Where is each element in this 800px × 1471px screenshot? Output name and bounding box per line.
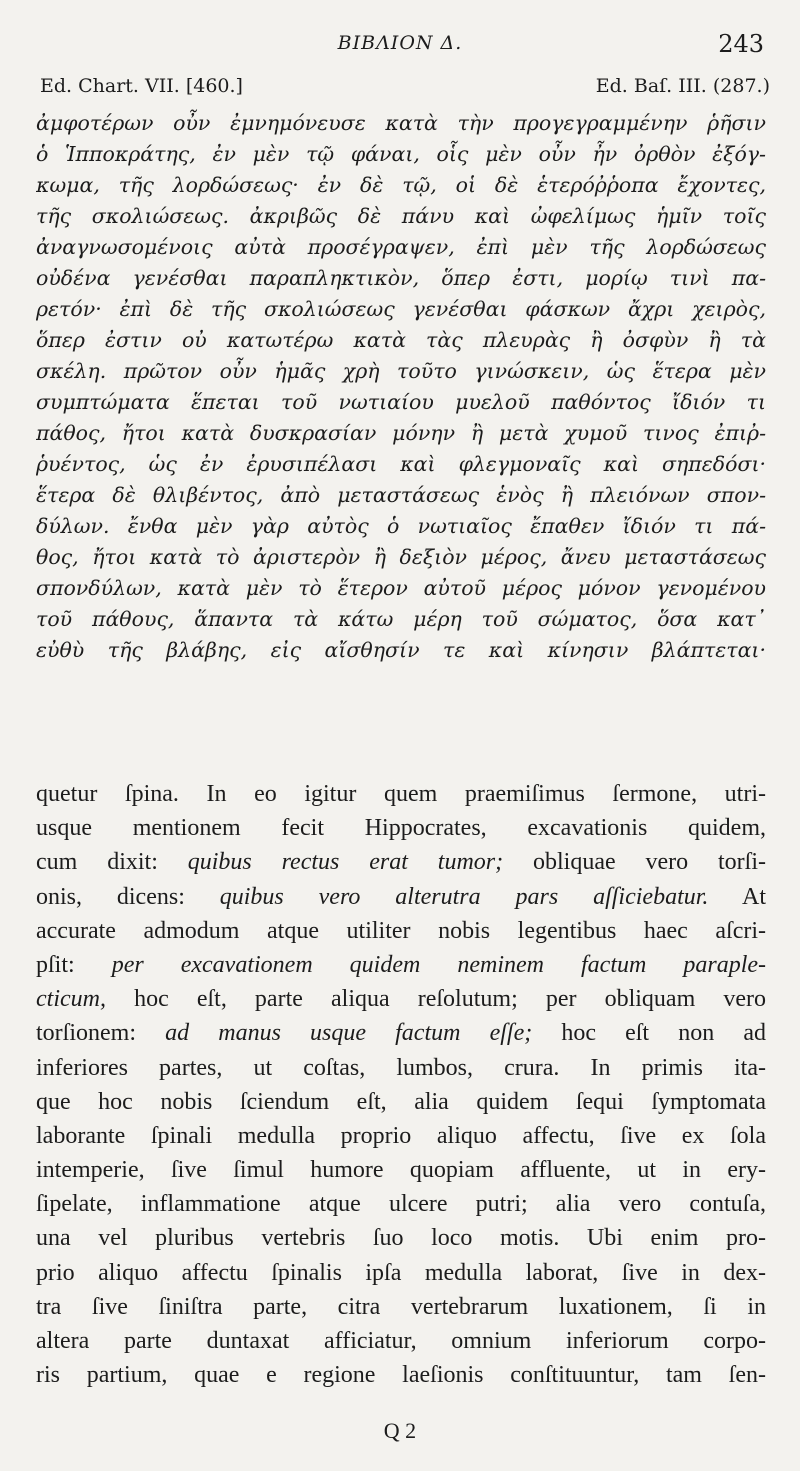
latin-text-line [36, 1187, 766, 1221]
greek-text-line: ὅπερ ἐστιν οὐ κατωτέρω κατὰ τὰς πλευρὰς ἢ ὀσφὺν ἢ τὰ [36, 328, 766, 352]
latin-text-segment: obliquae vero torſi- [503, 849, 766, 876]
greek-text-line: ὁ Ἱπποκράτης, ἐν μὲν τῷ φάναι, οἷς μὲν οὖν ἦν ὀρθὸν ἐξόγ- [36, 142, 766, 166]
greek-text-line: σκέλη. πρῶτον οὖν ἡμᾶς χρὴ τοῦτο γινώσκειν, ὡς ἕτερα μὲν [36, 359, 766, 383]
edition-references [40, 75, 770, 103]
latin-text-line [36, 1153, 766, 1187]
latin-text-line [36, 777, 766, 811]
latin-text-segment: onis, dicens: [36, 883, 220, 910]
latin-text-segment: torſionem: [36, 1020, 166, 1047]
latin-text-segment: pſit: [36, 951, 112, 978]
greek-text-line: οὐδένα γενέσθαι παραπληκτικὸν, ὅπερ ἐστι, μορίῳ τινὶ πα- [36, 266, 766, 290]
latin-text-segment: quetur ſpina. In eo igitur quem praemiſimus ſermone, utri- [36, 781, 766, 807]
latin-text-segment: que hoc nobis ſciendum eſt, alia quidem ſequi ſymptomata [36, 1088, 766, 1115]
latin-text-line [36, 1016, 766, 1050]
latin-text-line [36, 1085, 766, 1119]
greek-text-line: τοῦ πάθους, ἅπαντα τὰ κάτω μέρη τοῦ σώματος, ὅσα κατ᾽ [36, 607, 766, 631]
latin-text-line [36, 982, 766, 1016]
page-number: 243 [718, 30, 764, 58]
book-title: ΒΙΒΛΙΟΝ Δ. [337, 32, 463, 54]
latin-text-segment: una vel pluribus vertebris ſuo loco motis. Ubi enim pro- [36, 1225, 766, 1252]
latin-italic-quote: quibus rectus erat tumor; [187, 849, 504, 876]
greek-text-line: συμπτώματα ἕπεται τοῦ νωτιαίου μυελοῦ παθόντος ἴδιόν τι [36, 390, 766, 414]
latin-italic-quote: quibus vero alterutra pars aſſiciebatur. [219, 883, 709, 910]
greek-text-line: ῥυέντος, ὡς ἐν ἐρυσιπέλασι καὶ φλεγμοναῖς καὶ σηπεδόσι· [36, 452, 766, 476]
signature-mark: Q 2 [383, 1418, 417, 1443]
latin-text-segment: prio aliquo affectu ſpinalis ipſa medulla laborat, ſive in dex- [36, 1259, 766, 1286]
edition-basel-reference: Ed. Baſ. III. (287.) [595, 75, 770, 97]
latin-text-segment: At [708, 883, 766, 910]
latin-text-segment: ſipelate, inflammatione atque ulcere putri; alia vero contuſa, [36, 1191, 766, 1218]
greek-text-line: σπονδύλων, κατὰ μὲν τὸ ἕτερον αὐτοῦ μέρος μόνον γενομένου [36, 576, 766, 600]
latin-text-line [36, 914, 766, 948]
latin-italic-quote: ad manus usque factum eſſe; [165, 1020, 533, 1047]
greek-text-line: δύλων. ἔνθα μὲν γὰρ αὐτὸς ὁ νωτιαῖος ἔπαθεν ἴδιόν τι πά- [36, 514, 766, 538]
greek-text-line: κωμα, τῆς λορδώσεως· ἐν δὲ τῷ, οἱ δὲ ἑτερόῤῥοπα ἔχοντες, [36, 173, 766, 197]
latin-text-segment: hoc eſt, parte aliqua reſolutum; per obliquam vero [105, 986, 766, 1013]
latin-text-line [36, 1290, 766, 1324]
latin-text-line [36, 845, 766, 879]
latin-text-segment: inferiores partes, ut coſtas, lumbos, crura. In primis ita- [36, 1054, 766, 1081]
latin-text-segment: ris partium, quae e regione laeſionis conſtituuntur, tam ſen- [36, 1362, 766, 1389]
latin-text-line [36, 1358, 766, 1392]
greek-text-block [36, 108, 766, 666]
latin-text-line [36, 1119, 766, 1153]
greek-text-line: ἀμφοτέρων οὖν ἐμνημόνευσε κατὰ τὴν προγεγραμμένην ῥῆσιν [36, 111, 766, 135]
greek-text-line: εὐθὺ τῆς βλάβης, εἰς αἴσθησίν τε καὶ κίνησιν βλάπτεται· [36, 638, 766, 662]
latin-text-line [36, 1051, 766, 1085]
latin-text-segment: hoc eſt non ad [532, 1020, 766, 1047]
greek-text-line: πάθος, ἤτοι κατὰ δυσκρασίαν μόνην ἢ μετὰ χυμοῦ τινος ἐπιῤ- [36, 421, 766, 445]
running-head [0, 30, 800, 60]
greek-text-line: ρετόν· ἐπὶ δὲ τῆς σκολιώσεως γενέσθαι φάσκων ἄχρι χειρὸς, [36, 297, 766, 321]
latin-text-segment: usque mentionem fecit Hippocrates, excavationis quidem, [36, 815, 766, 842]
latin-text-segment: accurate admodum atque utiliter nobis legentibus haec aſcri- [36, 917, 766, 944]
latin-text-line [36, 1221, 766, 1255]
latin-text-line [36, 1324, 766, 1358]
greek-text-line: τῆς σκολιώσεως. ἀκριβῶς δὲ πάνυ καὶ ὠφελίμως ἡμῖν τοῖς [36, 204, 766, 228]
latin-italic-quote: per excavationem quidem neminem factum paraple- [111, 951, 766, 978]
latin-text-segment: laborante ſpinali medulla proprio aliquo affectu, ſive ex ſola [36, 1122, 766, 1149]
latin-text-segment: intemperie, ſive ſimul humore quopiam affluente, ut in ery- [36, 1157, 766, 1184]
latin-text-block [36, 777, 766, 1392]
greek-text-line: ἕτερα δὲ θλιβέντος, ἀπὸ μεταστάσεως ἑνὸς ἢ πλειόνων σπον- [36, 483, 766, 507]
edition-chart-reference: Ed. Chart. VII. [460.] [40, 75, 243, 97]
latin-text-segment: altera parte duntaxat afficiatur, omnium inferiorum corpo- [36, 1328, 766, 1354]
latin-text-segment: cum dixit: [36, 849, 188, 876]
latin-italic-quote: cticum, [36, 986, 106, 1013]
latin-text-line [36, 948, 766, 982]
greek-text-line: ἀναγνωσομένοις αὐτὰ προσέγραψεν, ἐπὶ μὲν τῆς λορδώσεως [36, 235, 766, 259]
latin-text-line [36, 880, 766, 914]
latin-text-line [36, 1256, 766, 1290]
latin-text-segment: tra ſive ſiniſtra parte, citra vertebrarum luxationem, ſi in [36, 1293, 766, 1320]
latin-text-line [36, 811, 766, 845]
greek-text-line: θος, ἤτοι κατὰ τὸ ἀριστερὸν ἢ δεξιὸν μέρος, ἄνευ μεταστάσεως [36, 545, 766, 569]
